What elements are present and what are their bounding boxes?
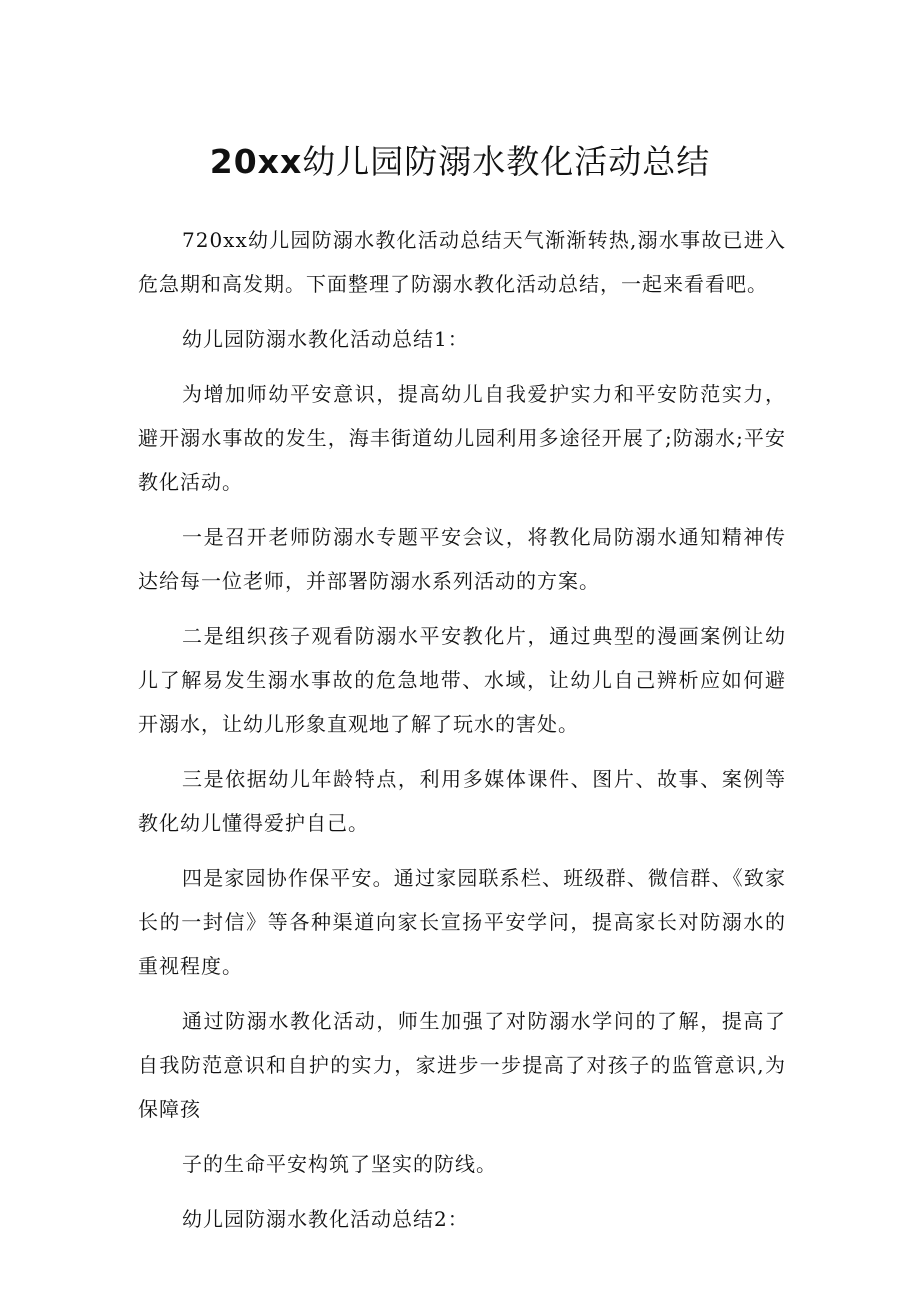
- title-year: 20xx: [209, 142, 303, 181]
- paragraph-item-1: 一是召开老师防溺水专题平安会议，将教化局防溺水通知精神传达给每一位老师，并部署防溺水系列活动的方案。: [138, 525, 786, 593]
- paragraph-purpose: 为增加师幼平安意识，提高幼儿自我爱护实力和平安防范实力，避开溺水事故的发生，海丰街道幼儿园利用多途径开展了;防溺水;平安教化活动。: [138, 382, 786, 494]
- paragraph-conclusion: 通过防溺水教化活动，师生加强了对防溺水学问的了解，提高了自我防范意识和自护的实力，家进步一步提高了对孩子的监管意识,为保障孩: [138, 1009, 786, 1121]
- paragraph-item-3: 三是依据幼儿年龄特点，利用多媒体课件、图片、故事、案例等教化幼儿懂得爱护自己。: [138, 767, 786, 835]
- paragraph-item-4: 四是家园协作保平安。通过家园联系栏、班级群、微信群、《致家长的一封信》等各种渠道向家长宣扬平安学问，提高家长对防溺水的重视程度。: [138, 866, 786, 978]
- paragraph-item-2: 二是组织孩子观看防溺水平安教化片，通过典型的漫画案例让幼儿了解易发生溺水事故的危急地带、水域，让幼儿自己辨析应如何避开溺水，让幼儿形象直观地了解了玩水的害处。: [138, 624, 786, 736]
- document-title: [0, 138, 920, 186]
- paragraph-intro: 720xx幼儿园防溺水教化活动总结天气渐渐转热,溺水事故已进入危急期和高发期。下面整理了防溺水教化活动总结，一起来看看吧。: [138, 228, 786, 296]
- document-body: [138, 218, 786, 1252]
- section-heading-2: 幼儿园防溺水教化活动总结2：: [182, 1207, 469, 1231]
- paragraph-conclusion-cont: 子的生命平安构筑了坚实的防线。: [182, 1152, 497, 1176]
- section-heading-1: 幼儿园防溺水教化活动总结1：: [182, 327, 469, 351]
- title-text: 幼儿园防溺水教化活动总结: [302, 142, 711, 181]
